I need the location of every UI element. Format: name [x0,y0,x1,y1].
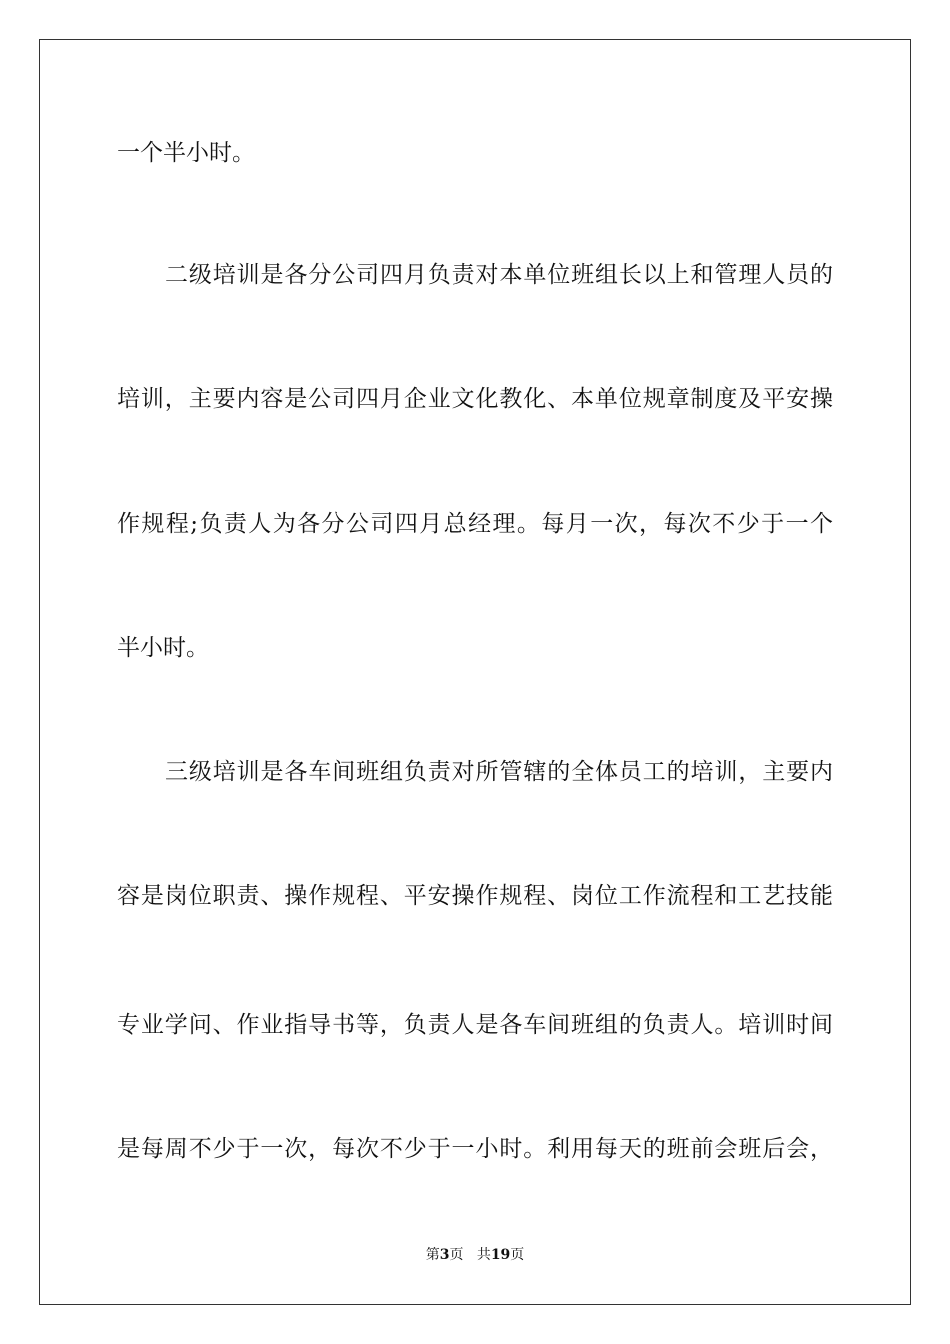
page-unit: 页 [449,1247,464,1263]
text-line-1: 一个半小时。 [117,140,255,166]
text-line-9: 是每周不少于一次，每次不少于一小时。利用每天的班前会班后会， [117,1136,833,1162]
text-line-4: 作规程;负责人为各分公司四月总经理。每月一次，每次不少于一个 [117,511,833,537]
total-unit: 页 [510,1247,525,1263]
text-line-2: 二级培训是各分公司四月负责对本单位班组长以上和管理人员的 [165,262,833,288]
text-line-3: 培训，主要内容是公司四月企业文化教化、本单位规章制度及平安操 [117,386,833,412]
total-pages: 19 [490,1247,511,1263]
page-border [39,39,911,1305]
page-prefix: 第 [425,1247,440,1263]
page-footer [0,1246,950,1264]
page-number: 3 [439,1247,450,1263]
text-line-7: 容是岗位职责、操作规程、平安操作规程、岗位工作流程和工艺技能 [117,883,833,909]
text-line-6: 三级培训是各车间班组负责对所管辖的全体员工的培训，主要内 [165,759,833,785]
text-line-8: 专业学问、作业指导书等，负责人是各车间班组的负责人。培训时间 [117,1012,833,1038]
text-line-5: 半小时。 [117,635,209,661]
total-prefix: 共 [476,1247,491,1263]
